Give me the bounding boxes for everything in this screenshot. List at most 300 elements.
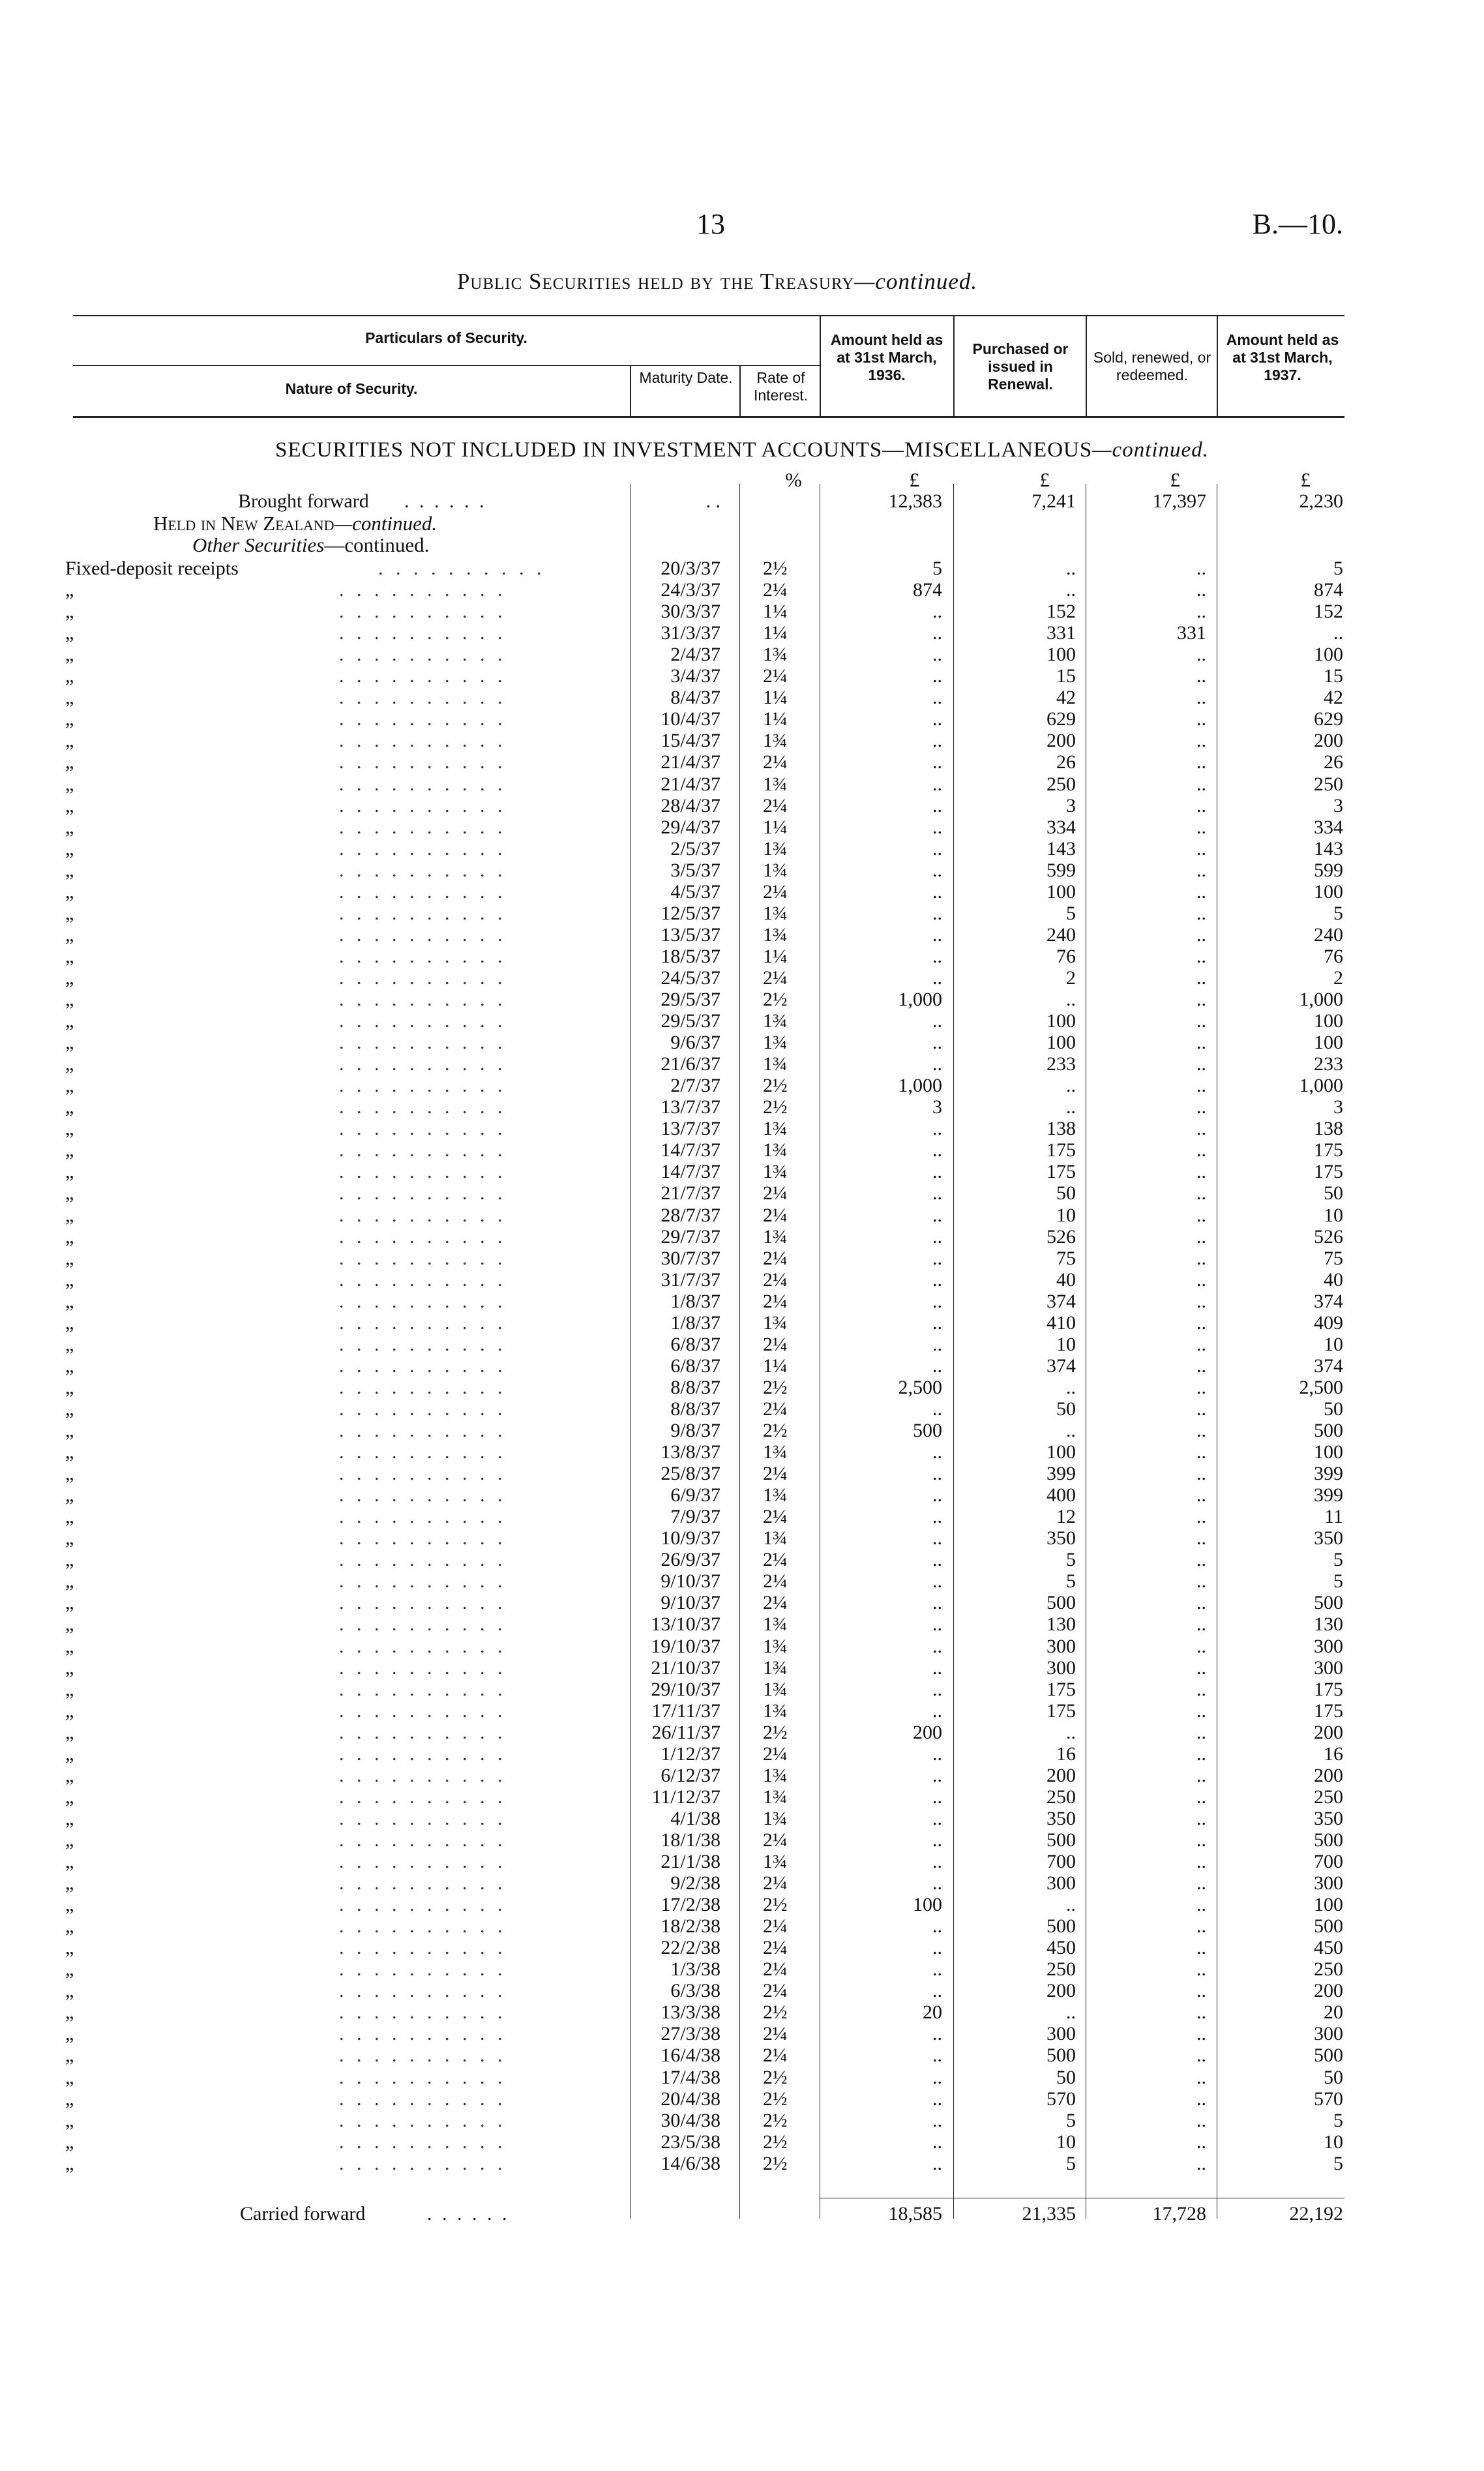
sold-amount: .. <box>1196 1268 1206 1291</box>
purchased-amount: 175 <box>1046 1161 1076 1183</box>
amount-held-1936: .. <box>932 966 942 989</box>
amount-held-1936: .. <box>932 1398 942 1420</box>
amount-held-1936: .. <box>932 1484 942 1506</box>
amount-held-1937: 138 <box>1314 1118 1343 1140</box>
subheading-other-securities <box>192 533 429 557</box>
maturity-date: 17/11/37 <box>651 1700 720 1722</box>
table-row <box>0 1657 1484 1679</box>
amount-held-1936: .. <box>932 837 942 860</box>
purchased-amount: 250 <box>1046 773 1076 795</box>
held-1937-unit: £ <box>1300 468 1311 491</box>
amount-held-1937: 3 <box>1333 1096 1343 1118</box>
amount-held-1936: .. <box>932 1786 942 1808</box>
sold-amount: .. <box>1196 1700 1206 1722</box>
sold-amount: .. <box>1196 1894 1206 1916</box>
interest-rate: 2¼ <box>763 2023 788 2045</box>
maturity-date: 9/10/37 <box>660 1592 720 1614</box>
amount-held-1937: 100 <box>1314 880 1343 903</box>
table-row <box>0 1722 1484 1743</box>
table-row <box>0 2110 1484 2131</box>
table-row <box>0 1679 1484 1700</box>
purchased-amount: 410 <box>1046 1311 1076 1334</box>
table-row <box>0 1075 1484 1096</box>
sold-amount: .. <box>1196 1010 1206 1032</box>
table-row <box>0 1269 1484 1291</box>
header-purchased: Purchased or issued in Renewal. <box>972 340 1069 393</box>
row-leaders: . . . . . . . . . . <box>339 1441 507 1463</box>
purchased-amount: 75 <box>1056 1247 1076 1269</box>
purchased-amount: 374 <box>1046 1290 1076 1312</box>
table-row <box>0 1549 1484 1570</box>
purchased-amount: 400 <box>1046 1484 1076 1506</box>
table-row <box>0 1765 1484 1786</box>
amount-held-1936: .. <box>932 859 942 881</box>
sold-amount: .. <box>1196 665 1206 687</box>
amount-held-1936: .. <box>932 1764 942 1786</box>
interest-rate: 2¼ <box>763 1204 788 1226</box>
maturity-date: 9/6/37 <box>670 1032 720 1054</box>
amount-held-1937: 200 <box>1314 1980 1343 2002</box>
interest-rate: 2¼ <box>763 1398 788 1420</box>
ditto-mark: „ <box>65 837 74 860</box>
ditto-mark: „ <box>65 2131 74 2153</box>
amount-held-1936: .. <box>932 1829 942 1851</box>
amount-held-1936: .. <box>932 1527 942 1550</box>
maturity-date: 6/3/38 <box>670 1980 720 2002</box>
purchased-amount: .. <box>1066 579 1076 601</box>
purchased-amount: .. <box>1066 989 1076 1010</box>
interest-rate: 1¾ <box>763 1441 788 1463</box>
amount-held-1937: 100 <box>1314 1010 1343 1032</box>
carried-forward-sold: 17,728 <box>1152 2203 1206 2224</box>
amount-held-1936: .. <box>932 1743 942 1765</box>
maturity-date: 13/5/37 <box>660 923 720 946</box>
amount-held-1936: .. <box>932 622 942 644</box>
sold-amount: .. <box>1196 1311 1206 1334</box>
amount-held-1937: 500 <box>1314 1829 1343 1851</box>
sold-amount: .. <box>1196 1549 1206 1571</box>
table-row <box>0 1291 1484 1312</box>
table-row <box>0 1377 1484 1398</box>
purchased-amount: 76 <box>1056 945 1076 967</box>
maturity-date: 3/4/37 <box>670 665 720 687</box>
ditto-mark: „ <box>65 1506 74 1528</box>
interest-rate: 2½ <box>763 2152 788 2174</box>
table-row <box>0 989 1484 1010</box>
amount-held-1937: 300 <box>1314 1656 1343 1679</box>
sold-amount: .. <box>1196 1980 1206 2002</box>
amount-held-1937: 10 <box>1324 1333 1343 1355</box>
ditto-mark: „ <box>65 1290 74 1312</box>
row-leaders: . . . . . . . . . . <box>339 579 507 601</box>
ditto-mark: „ <box>65 1570 74 1593</box>
section-heading-continued: —continued. <box>1092 438 1209 462</box>
amount-held-1936: 20 <box>923 2001 942 2024</box>
row-leaders: . . . . . . . . . . <box>339 687 507 709</box>
amount-held-1937: 874 <box>1314 579 1343 601</box>
amount-held-1936: .. <box>932 1225 942 1248</box>
row-leaders: . . . . . . . . . . <box>339 2088 507 2110</box>
ditto-mark: „ <box>65 1355 74 1377</box>
amount-held-1937: 42 <box>1324 687 1343 709</box>
carried-forward-held-1937: 22,192 <box>1289 2203 1343 2224</box>
interest-rate: 1¾ <box>763 923 788 946</box>
table-row <box>0 903 1484 924</box>
table-row <box>0 773 1484 795</box>
amount-held-1937: 599 <box>1314 859 1343 881</box>
maturity-date: 13/3/38 <box>660 2001 720 2024</box>
purchased-amount: 100 <box>1046 1032 1076 1054</box>
interest-rate: 1¼ <box>763 1355 788 1377</box>
ditto-mark: „ <box>65 1225 74 1248</box>
sold-amount: .. <box>1196 923 1206 946</box>
ditto-mark: „ <box>65 1420 74 1441</box>
ditto-mark: „ <box>65 923 74 946</box>
amount-held-1937: 10 <box>1324 1204 1343 1226</box>
purchased-amount: .. <box>1066 1096 1076 1118</box>
brought-forward-sold: 17,397 <box>1152 490 1206 512</box>
sold-amount: .. <box>1196 2131 1206 2153</box>
ditto-mark: „ <box>65 579 74 601</box>
row-leaders: . . . . . . . . . . <box>339 1635 507 1657</box>
sold-amount: .. <box>1196 2109 1206 2131</box>
sold-amount: .. <box>1196 1420 1206 1441</box>
table-row <box>0 1894 1484 1915</box>
row-leaders: . . . . . . . . . . <box>339 1225 507 1248</box>
amount-held-1936: .. <box>932 2023 942 2045</box>
interest-rate: 1¾ <box>763 1700 788 1722</box>
header-maturity: Maturity Date. <box>639 369 733 386</box>
ditto-mark: „ <box>65 1980 74 2002</box>
row-leaders: . . . . . . . . . . <box>339 1915 507 1938</box>
maturity-date: 26/9/37 <box>660 1549 720 1571</box>
ditto-mark: „ <box>65 1786 74 1808</box>
ditto-mark: „ <box>65 902 74 924</box>
table-row <box>0 1484 1484 1506</box>
purchased-amount: 200 <box>1046 1980 1076 2002</box>
table-row <box>0 1355 1484 1377</box>
ditto-mark: „ <box>65 1937 74 1959</box>
interest-rate: 1¼ <box>763 708 788 730</box>
maturity-date: 11/12/37 <box>651 1786 720 1808</box>
ditto-mark: „ <box>65 1398 74 1420</box>
interest-rate: 1¾ <box>763 859 788 881</box>
row-leaders: . . . . . . . . . . <box>339 708 507 730</box>
amount-held-1937: 250 <box>1314 1786 1343 1808</box>
purchased-amount: 250 <box>1046 1786 1076 1808</box>
interest-rate: 2¼ <box>763 1268 788 1291</box>
header-divider-5 <box>1086 315 1087 416</box>
amount-held-1937: 10 <box>1324 2131 1343 2153</box>
amount-held-1937: 250 <box>1314 773 1343 795</box>
ditto-mark: „ <box>65 708 74 730</box>
header-rate: Rate of Interest. <box>753 369 809 404</box>
row-leaders: . . . . . . . . . . <box>339 880 507 903</box>
amount-held-1937: 1,000 <box>1299 1075 1343 1097</box>
interest-rate: 2¼ <box>763 665 788 687</box>
sold-amount: .. <box>1196 1182 1206 1205</box>
table-row <box>0 2023 1484 2044</box>
maturity-date: 1/12/37 <box>660 1743 720 1765</box>
interest-rate: 2½ <box>763 1420 788 1441</box>
maturity-date: 30/7/37 <box>660 1247 720 1269</box>
ditto-mark: „ <box>65 2044 74 2067</box>
purchased-amount: 10 <box>1056 1333 1076 1355</box>
carried-forward-leaders: . . . . . . <box>427 2203 510 2224</box>
amount-held-1937: 100 <box>1314 1441 1343 1463</box>
interest-rate: 2¼ <box>763 1506 788 1528</box>
maturity-date: 21/10/37 <box>651 1656 720 1679</box>
amount-held-1937: 629 <box>1314 708 1343 730</box>
ditto-mark: „ <box>65 1807 74 1829</box>
interest-rate: 2¼ <box>763 966 788 989</box>
purchased-amount: 175 <box>1046 1700 1076 1722</box>
purchased-amount: 350 <box>1046 1807 1076 1829</box>
table-row <box>0 816 1484 838</box>
table-row <box>0 687 1484 708</box>
row-leaders: . . . . . . . . . . <box>339 2066 507 2088</box>
title-continued: —continued. <box>854 269 978 294</box>
table-row <box>0 1182 1484 1204</box>
interest-rate: 1¾ <box>763 1053 788 1075</box>
ditto-mark: „ <box>65 1894 74 1916</box>
row-leaders: . . . . . . . . . . <box>339 665 507 687</box>
brought-forward-label: Brought forward <box>238 490 369 512</box>
sold-amount: .. <box>1196 816 1206 838</box>
brought-forward-maturity: . . <box>705 490 720 512</box>
amount-held-1936: .. <box>932 902 942 924</box>
interest-rate: 2¼ <box>763 2044 788 2067</box>
purchased-amount: 334 <box>1046 816 1076 838</box>
maturity-date: 31/3/37 <box>660 622 720 644</box>
purchased-amount: 5 <box>1066 2109 1076 2131</box>
purchased-amount: 2 <box>1066 966 1076 989</box>
sold-amount: .. <box>1196 880 1206 903</box>
amount-held-1936: .. <box>932 1333 942 1355</box>
ditto-mark: „ <box>65 1311 74 1334</box>
maturity-date: 9/8/37 <box>670 1420 720 1441</box>
maturity-date: 7/9/37 <box>670 1506 720 1528</box>
amount-held-1937: 50 <box>1324 1398 1343 1420</box>
page-number: 13 <box>696 208 725 240</box>
sold-amount: 331 <box>1177 622 1206 644</box>
purchased-amount: 599 <box>1046 859 1076 881</box>
purchased-amount: 100 <box>1046 1441 1076 1463</box>
ditto-mark: „ <box>65 1268 74 1291</box>
amount-held-1937: 143 <box>1314 837 1343 860</box>
amount-held-1936: 2,500 <box>898 1376 942 1398</box>
table-row <box>0 1010 1484 1032</box>
ditto-mark: „ <box>65 2088 74 2110</box>
sold-amount: .. <box>1196 1721 1206 1743</box>
sold-amount: .. <box>1196 1484 1206 1506</box>
amount-held-1937: 240 <box>1314 923 1343 946</box>
interest-rate: 2¼ <box>763 751 788 773</box>
maturity-date: 14/7/37 <box>660 1139 720 1161</box>
ditto-mark: „ <box>65 2066 74 2088</box>
purchased-amount: 300 <box>1046 1635 1076 1657</box>
maturity-date: 21/6/37 <box>660 1053 720 1075</box>
row-leaders: . . . . . . . . . . <box>339 1721 507 1743</box>
maturity-date: 23/5/38 <box>660 2131 720 2153</box>
ditto-mark: „ <box>65 665 74 687</box>
header-held-1936: Amount held as at 31st March, 1936. <box>830 331 943 383</box>
ditto-mark: „ <box>65 1096 74 1118</box>
amount-held-1937: 2,500 <box>1299 1376 1343 1398</box>
amount-held-1937: 5 <box>1333 558 1343 579</box>
maturity-date: 20/3/37 <box>660 558 720 579</box>
amount-held-1936: .. <box>932 1204 942 1226</box>
purchased-amount: 42 <box>1056 687 1076 709</box>
row-leaders: . . . . . . . . . . <box>339 902 507 924</box>
amount-held-1937: 233 <box>1314 1053 1343 1075</box>
ditto-mark: „ <box>65 1139 74 1161</box>
table-row <box>0 1613 1484 1635</box>
interest-rate: 2¼ <box>763 1872 788 1894</box>
maturity-date: 31/7/37 <box>660 1268 720 1291</box>
purchased-amount: 300 <box>1046 1872 1076 1894</box>
purchased-amount: 331 <box>1046 622 1076 644</box>
sold-amount: .. <box>1196 1915 1206 1938</box>
table-row <box>0 1700 1484 1722</box>
amount-held-1936: .. <box>932 751 942 773</box>
purchased-amount: 5 <box>1066 1570 1076 1593</box>
amount-held-1937: 450 <box>1314 1937 1343 1959</box>
amount-held-1936: .. <box>932 2152 942 2174</box>
row-leaders: . . . . . . . . . . <box>339 837 507 860</box>
row-leaders: . . . . . . . . . . <box>339 2044 507 2067</box>
sold-amount: .. <box>1196 2001 1206 2024</box>
amount-held-1937: 399 <box>1314 1484 1343 1506</box>
table-row <box>0 1851 1484 1872</box>
sold-amount: .. <box>1196 1053 1206 1075</box>
sold-amount: .. <box>1196 1872 1206 1894</box>
sold-amount: .. <box>1196 2088 1206 2110</box>
amount-held-1937: 409 <box>1314 1311 1343 1334</box>
maturity-date: 8/8/37 <box>670 1376 720 1398</box>
table-row <box>0 1398 1484 1420</box>
table-row <box>0 1915 1484 1937</box>
table-row <box>0 1420 1484 1441</box>
purchased-amount: 350 <box>1046 1527 1076 1550</box>
purchased-amount: 570 <box>1046 2088 1076 2110</box>
purchased-unit: £ <box>1039 468 1050 491</box>
table-row <box>0 1118 1484 1139</box>
row-leaders: . . . . . . . . . . <box>339 1937 507 1959</box>
maturity-date: 14/7/37 <box>660 1161 720 1183</box>
maturity-date: 9/10/37 <box>660 1570 720 1593</box>
sold-amount: .. <box>1196 1333 1206 1355</box>
sold-amount: .. <box>1196 1225 1206 1248</box>
amount-held-1936: .. <box>932 1268 942 1291</box>
sold-amount: .. <box>1196 773 1206 795</box>
amount-held-1936: .. <box>932 1139 942 1161</box>
row-leaders: . . . . . . . . . . <box>339 1958 507 1981</box>
row-leaders: . . . . . . . . . . <box>339 2109 507 2131</box>
row-leaders: . . . . . . . . . . <box>339 1139 507 1161</box>
maturity-date: 13/7/37 <box>660 1118 720 1140</box>
amount-held-1936: .. <box>932 1635 942 1657</box>
sold-amount: .. <box>1196 1355 1206 1377</box>
interest-rate: 2¼ <box>763 1290 788 1312</box>
row-leaders: . . . . . . . . . . <box>339 601 507 623</box>
interest-rate: 2½ <box>763 2131 788 2153</box>
maturity-date: 4/1/38 <box>670 1807 720 1829</box>
ditto-mark: „ <box>65 1075 74 1097</box>
amount-held-1936: .. <box>932 2044 942 2067</box>
interest-rate: 1¾ <box>763 1118 788 1140</box>
table-row <box>0 1205 1484 1226</box>
sold-amount: .. <box>1196 945 1206 967</box>
ditto-mark: „ <box>65 2152 74 2174</box>
maturity-date: 13/10/37 <box>651 1613 720 1636</box>
amount-held-1937: 700 <box>1314 1851 1343 1872</box>
ditto-mark: „ <box>65 601 74 623</box>
purchased-amount: .. <box>1066 2001 1076 2024</box>
table-row <box>0 860 1484 881</box>
amount-held-1936: .. <box>932 880 942 903</box>
brought-forward-purchased: 7,241 <box>1031 490 1076 512</box>
brought-forward-leaders: . . . . . . <box>404 490 487 512</box>
sold-amount: .. <box>1196 751 1206 773</box>
amount-held-1936: 1,000 <box>898 989 942 1010</box>
amount-held-1936: .. <box>932 1010 942 1032</box>
row-leaders: . . . . . . . . . . <box>339 1268 507 1291</box>
maturity-date: 21/1/38 <box>660 1851 720 1872</box>
row-leaders: . . . . . . . . . . <box>339 1376 507 1398</box>
purchased-amount: 16 <box>1056 1743 1076 1765</box>
row-leaders: . . . . . . . . . . <box>339 945 507 967</box>
sold-amount: .. <box>1196 1527 1206 1550</box>
interest-rate: 2¼ <box>763 1915 788 1938</box>
row-leaders: . . . . . . . . . . <box>339 1549 507 1571</box>
amount-held-1936: .. <box>932 1980 942 2002</box>
held-in-nz-text: Held in New Zealand <box>153 512 334 535</box>
amount-held-1937: 16 <box>1324 1743 1343 1765</box>
table-row <box>0 1441 1484 1463</box>
amount-held-1937: 50 <box>1324 2066 1343 2088</box>
sold-amount: .. <box>1196 1678 1206 1700</box>
sold-amount: .. <box>1196 1851 1206 1872</box>
amount-held-1937: 300 <box>1314 1635 1343 1657</box>
interest-rate: 1¾ <box>763 1484 788 1506</box>
row-leaders: . . . . . . . . . . <box>339 1764 507 1786</box>
row-leaders: . . . . . . . . . . <box>339 794 507 816</box>
table-row <box>0 1032 1484 1053</box>
ditto-mark: „ <box>65 1764 74 1786</box>
maturity-date: 29/5/37 <box>660 1010 720 1032</box>
header-top-rule <box>73 315 1344 316</box>
row-leaders: . . . . . . . . . . <box>339 1182 507 1205</box>
table-row <box>0 2131 1484 2153</box>
ditto-mark: „ <box>65 1463 74 1485</box>
row-leaders: . . . . . . . . . . <box>339 1700 507 1722</box>
amount-held-1937: 130 <box>1314 1613 1343 1636</box>
amount-held-1937: 175 <box>1314 1700 1343 1722</box>
purchased-amount: 10 <box>1056 1204 1076 1226</box>
ditto-mark: „ <box>65 1743 74 1765</box>
purchased-amount: .. <box>1066 1721 1076 1743</box>
header-nature: Nature of Security. <box>285 380 418 397</box>
row-leaders: . . . . . . . . . . <box>339 644 507 666</box>
interest-rate: 1¼ <box>763 622 788 644</box>
maturity-date: 10/4/37 <box>660 708 720 730</box>
amount-held-1937: 75 <box>1324 1247 1343 1269</box>
held-1936-unit: £ <box>909 468 919 491</box>
table-row <box>0 2001 1484 2023</box>
amount-held-1936: .. <box>932 1290 942 1312</box>
maturity-date: 15/4/37 <box>660 730 720 752</box>
